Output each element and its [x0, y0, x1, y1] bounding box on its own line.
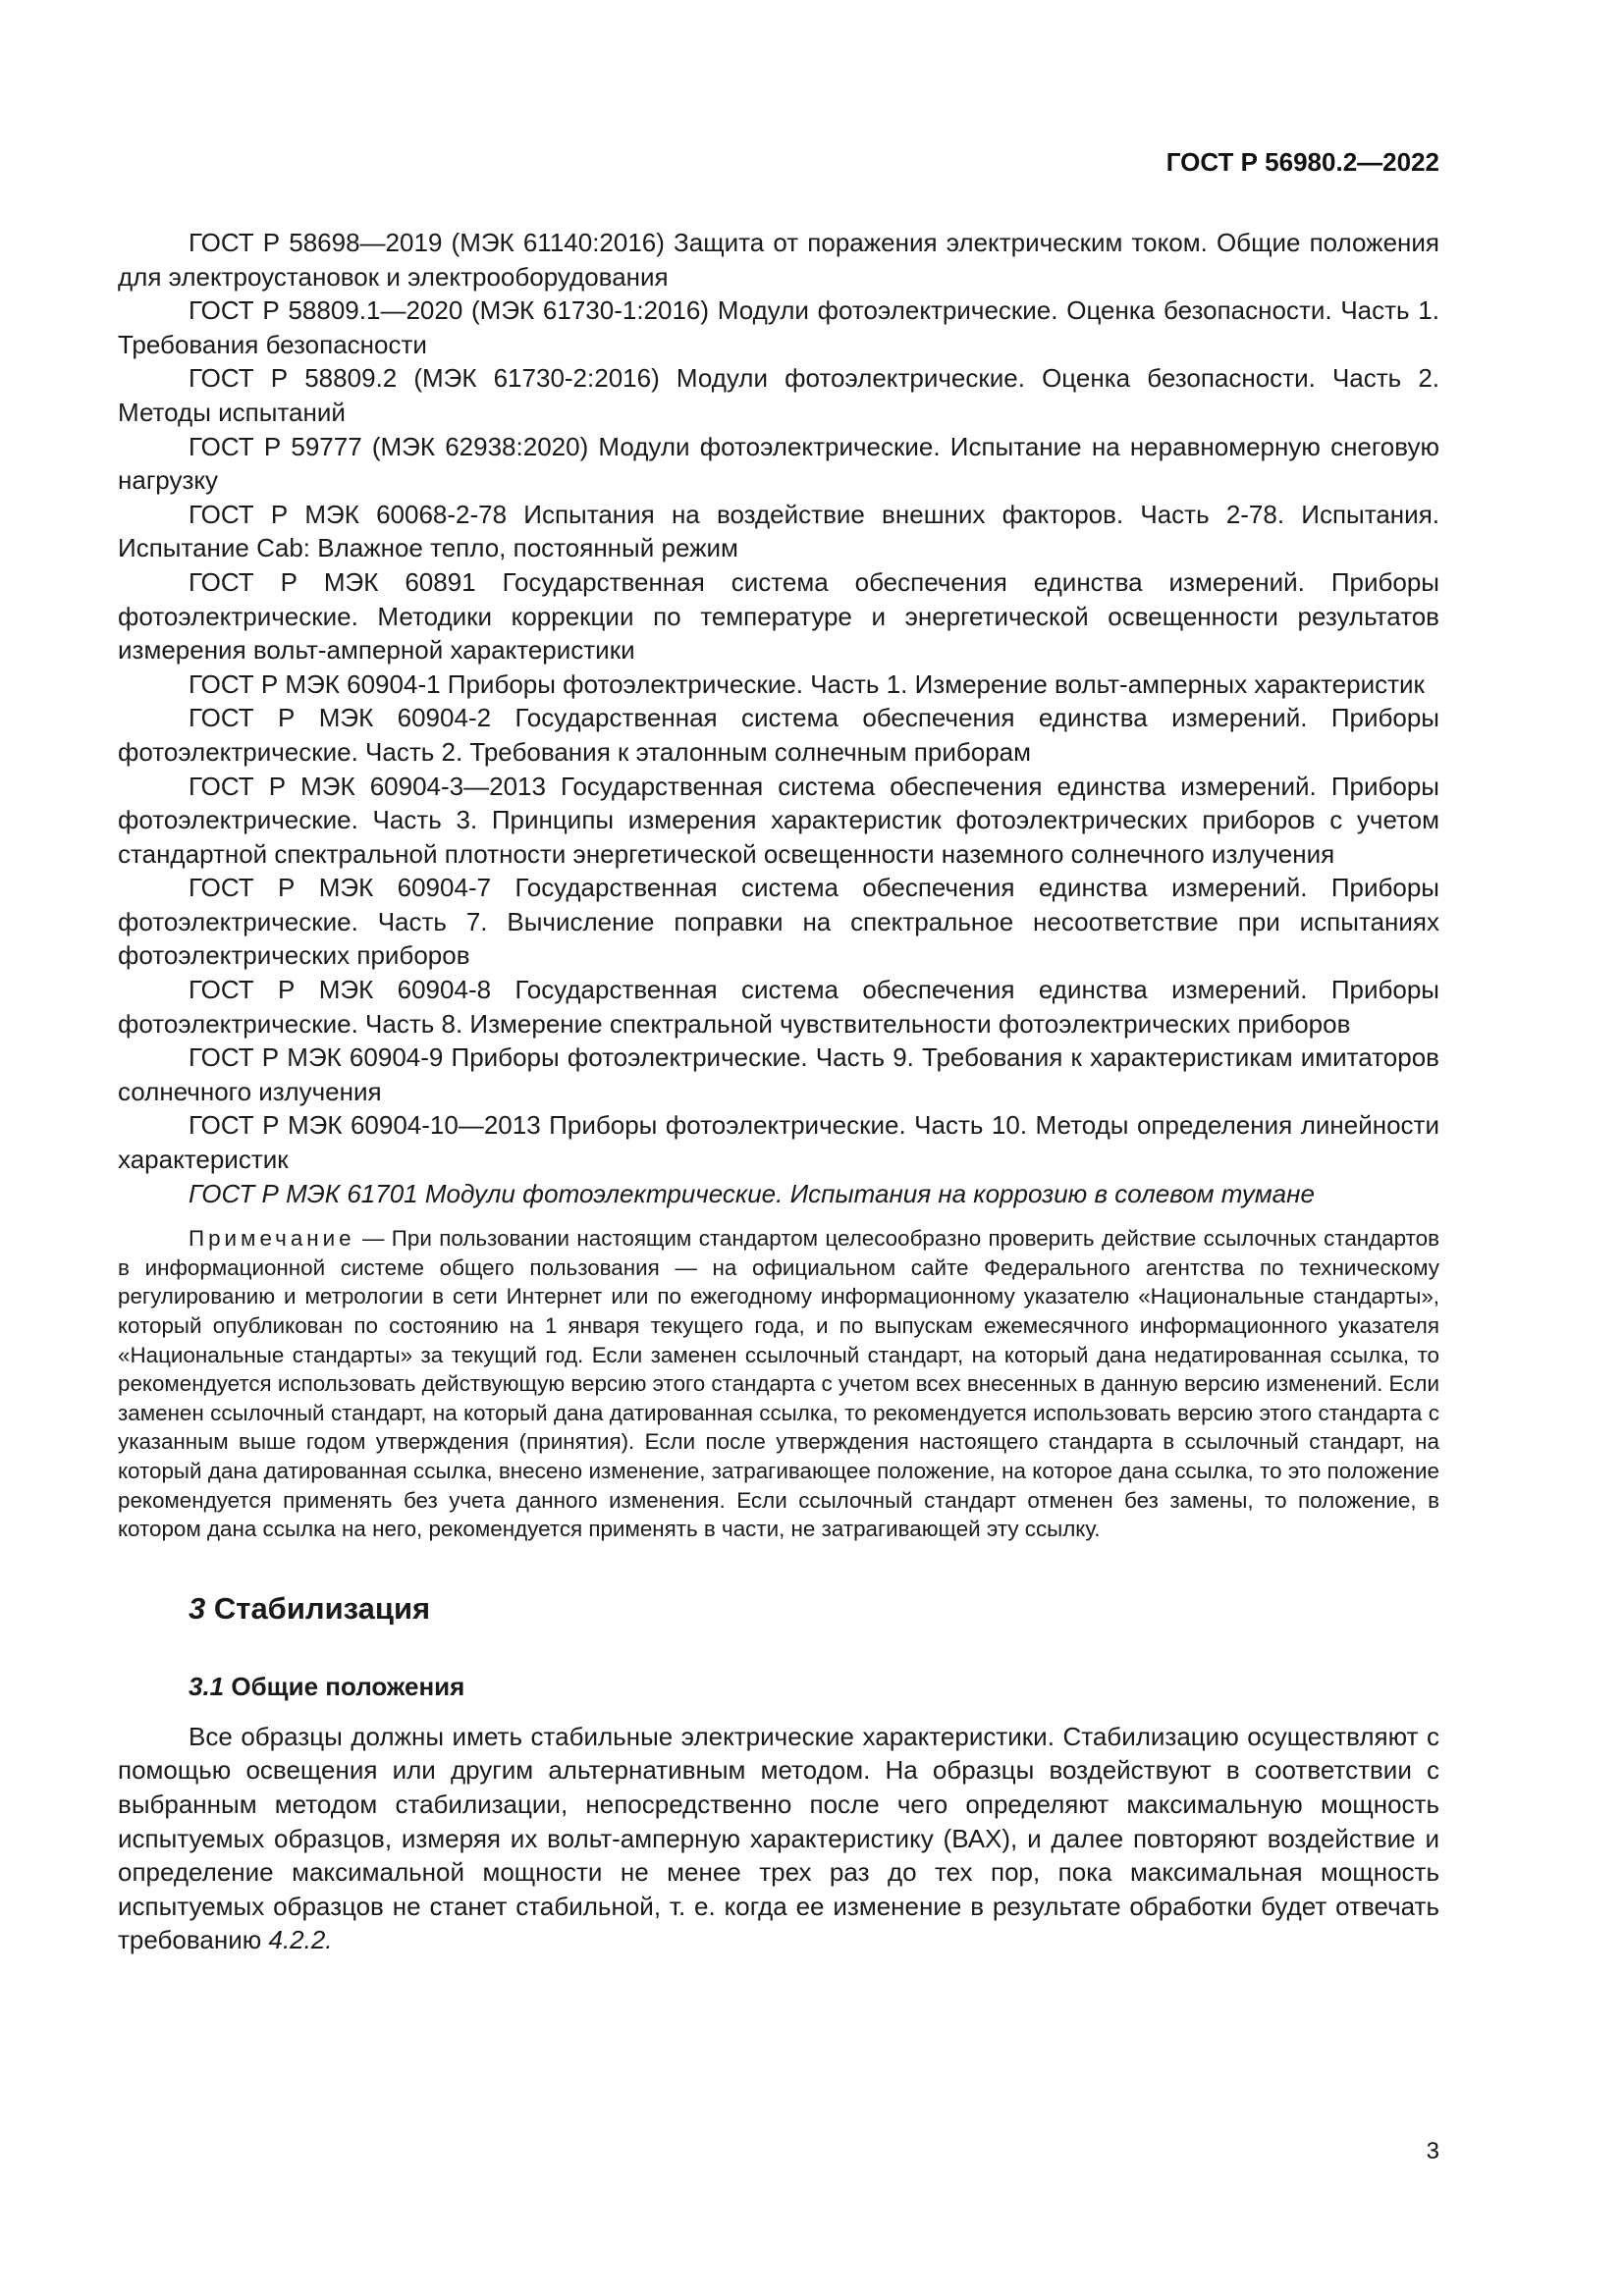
reference-item: ГОСТ Р МЭК 60904-3—2013 Государственная система обеспечения единства измерений. Приборы фотоэлектрические. Часть 3. Принципы измерения характеристик фотоэлектрических приборов с учетом стандартной спектральной плотности энергетической освещенности наземного солнечного излучения — [118, 771, 1439, 869]
paragraph-text: Все образцы должны иметь стабильные электрические характеристики. Стабилизацию осуществляют с помощью освещения или другим альтернативным методом. На образцы воздействуют в соответствии с выбранным методом стабилизации, непосредственно после чего определяют максимальную мощность испытуемых образцов, измеряя их вольт-амперную характеристику (ВАХ), и далее повторяют воздействие и определение максимальной мощности не менее трех раз до тех пор, пока максимальная мощность испытуемых образцов не станет стабильной, т. е. когда ее изменение в результате обработки будет отвечать требованию — [118, 1721, 1439, 1955]
reference-item: ГОСТ Р 59777 (МЭК 62938:2020) Модули фотоэлектрические. Испытание на неравномерную снеговую нагрузку — [118, 431, 1439, 496]
reference-item: ГОСТ Р 58809.1—2020 (МЭК 61730-1:2016) Модули фотоэлектрические. Оценка безопасности. Часть 1. Требования безопасности — [118, 295, 1439, 359]
page-number: 3 — [1426, 2138, 1439, 2164]
references-list — [118, 226, 1439, 1210]
reference-item: ГОСТ Р МЭК 60904-2 Государственная система обеспечения единства измерений. Приборы фотоэлектрические. Часть 2. Требования к эталонным солнечным приборам — [118, 703, 1439, 767]
reference-item: ГОСТ Р МЭК 60904-8 Государственная система обеспечения единства измерений. Приборы фотоэлектрические. Часть 8. Измерение спектральной чувствительности фотоэлектрических приборов — [118, 975, 1439, 1039]
body-paragraph — [118, 1720, 1439, 1957]
reference-item: ГОСТ Р МЭК 60904-7 Государственная система обеспечения единства измерений. Приборы фотоэлектрические. Часть 7. Вычисление поправки на спектральное несоответствие при испытаниях фотоэлектрических приборов — [118, 873, 1439, 971]
note-dash: — — [354, 1226, 392, 1252]
subsection-heading — [189, 1672, 1439, 1702]
note-block — [118, 1224, 1439, 1544]
document-id-header: ГОСТ Р 56980.2—2022 — [1165, 147, 1439, 177]
paragraph-cross-reference: 4.2.2. — [268, 1925, 333, 1955]
reference-item: ГОСТ Р МЭК 60904-9 Приборы фотоэлектрические. Часть 9. Требования к характеристикам имитаторов солнечного излучения — [118, 1042, 1439, 1106]
reference-item: ГОСТ Р МЭК 60904-1 Приборы фотоэлектрические. Часть 1. Измерение вольт-амперных характеристик — [189, 668, 1425, 699]
reference-item: ГОСТ Р МЭК 60891 Государственная система обеспечения единства измерений. Приборы фотоэлектрические. Методики коррекции по температуре и энергетической освещенности результатов измерения вольт-амперной характеристики — [118, 566, 1439, 666]
section-title: Стабилизация — [213, 1590, 431, 1626]
section-number: 3 — [189, 1590, 206, 1626]
note-label: Примечание — [189, 1226, 355, 1252]
reference-item: ГОСТ Р МЭК 61701 Модули фотоэлектрические. Испытания на коррозию в солевом тумане — [189, 1178, 1315, 1208]
document-body — [118, 226, 1439, 1957]
reference-item: ГОСТ Р 58698—2019 (МЭК 61140:2016) Защита от поражения электрическим током. Общие положения для электроустановок и электрооборудования — [118, 228, 1439, 292]
reference-item: ГОСТ Р 58809.2 (МЭК 61730-2:2016) Модули фотоэлектрические. Оценка безопасности. Часть 2. Методы испытаний — [118, 363, 1439, 427]
reference-item: ГОСТ Р МЭК 60904-10—2013 Приборы фотоэлектрические. Часть 10. Методы определения линейности характеристик — [118, 1110, 1439, 1175]
subsection-number: 3.1 — [189, 1671, 225, 1701]
reference-item: ГОСТ Р МЭК 60068-2-78 Испытания на воздействие внешних факторов. Часть 2-78. Испытания. Испытание Cab: Влажное тепло, постоянный режим — [118, 499, 1439, 563]
note-text: При пользовании настоящим стандартом целесообразно проверить действие ссылочных стандартов в информационной системе общего пользования — на официальном сайте Федерального агентства по техническому регулированию и метрологии в сети Интернет или по ежегодному информационному указателю «Национальные стандарты», который опубликован по состоянию на 1 января текущего года, и по выпускам ежемесячного информационного указателя «Национальные стандарты» за текущий год. Если заменен ссылочный стандарт, на который дана недатированная ссылка, то рекомендуется использовать действующую версию этого стандарта с учетом всех внесенных в данную версию изменений. Если заменен ссылочный стандарт, на который дана датированная ссылка, то рекомендуется использовать версию этого стандарта с указанным выше годом утверждения (принятия). Если после утверждения настоящего стандарта в ссылочный стандарт, на который дана датированная ссылка, внесено изменение, затрагивающее положение, на которое дана ссылка, то это положение рекомендуется применять без учета данного изменения. Если ссылочный стандарт отменен без замены, то положение, в котором дана ссылка на него, рекомендуется применять в части, не затрагивающей эту ссылку. — [118, 1226, 1439, 1542]
subsection-title: Общие положения — [231, 1671, 465, 1701]
section-heading — [189, 1591, 1439, 1627]
